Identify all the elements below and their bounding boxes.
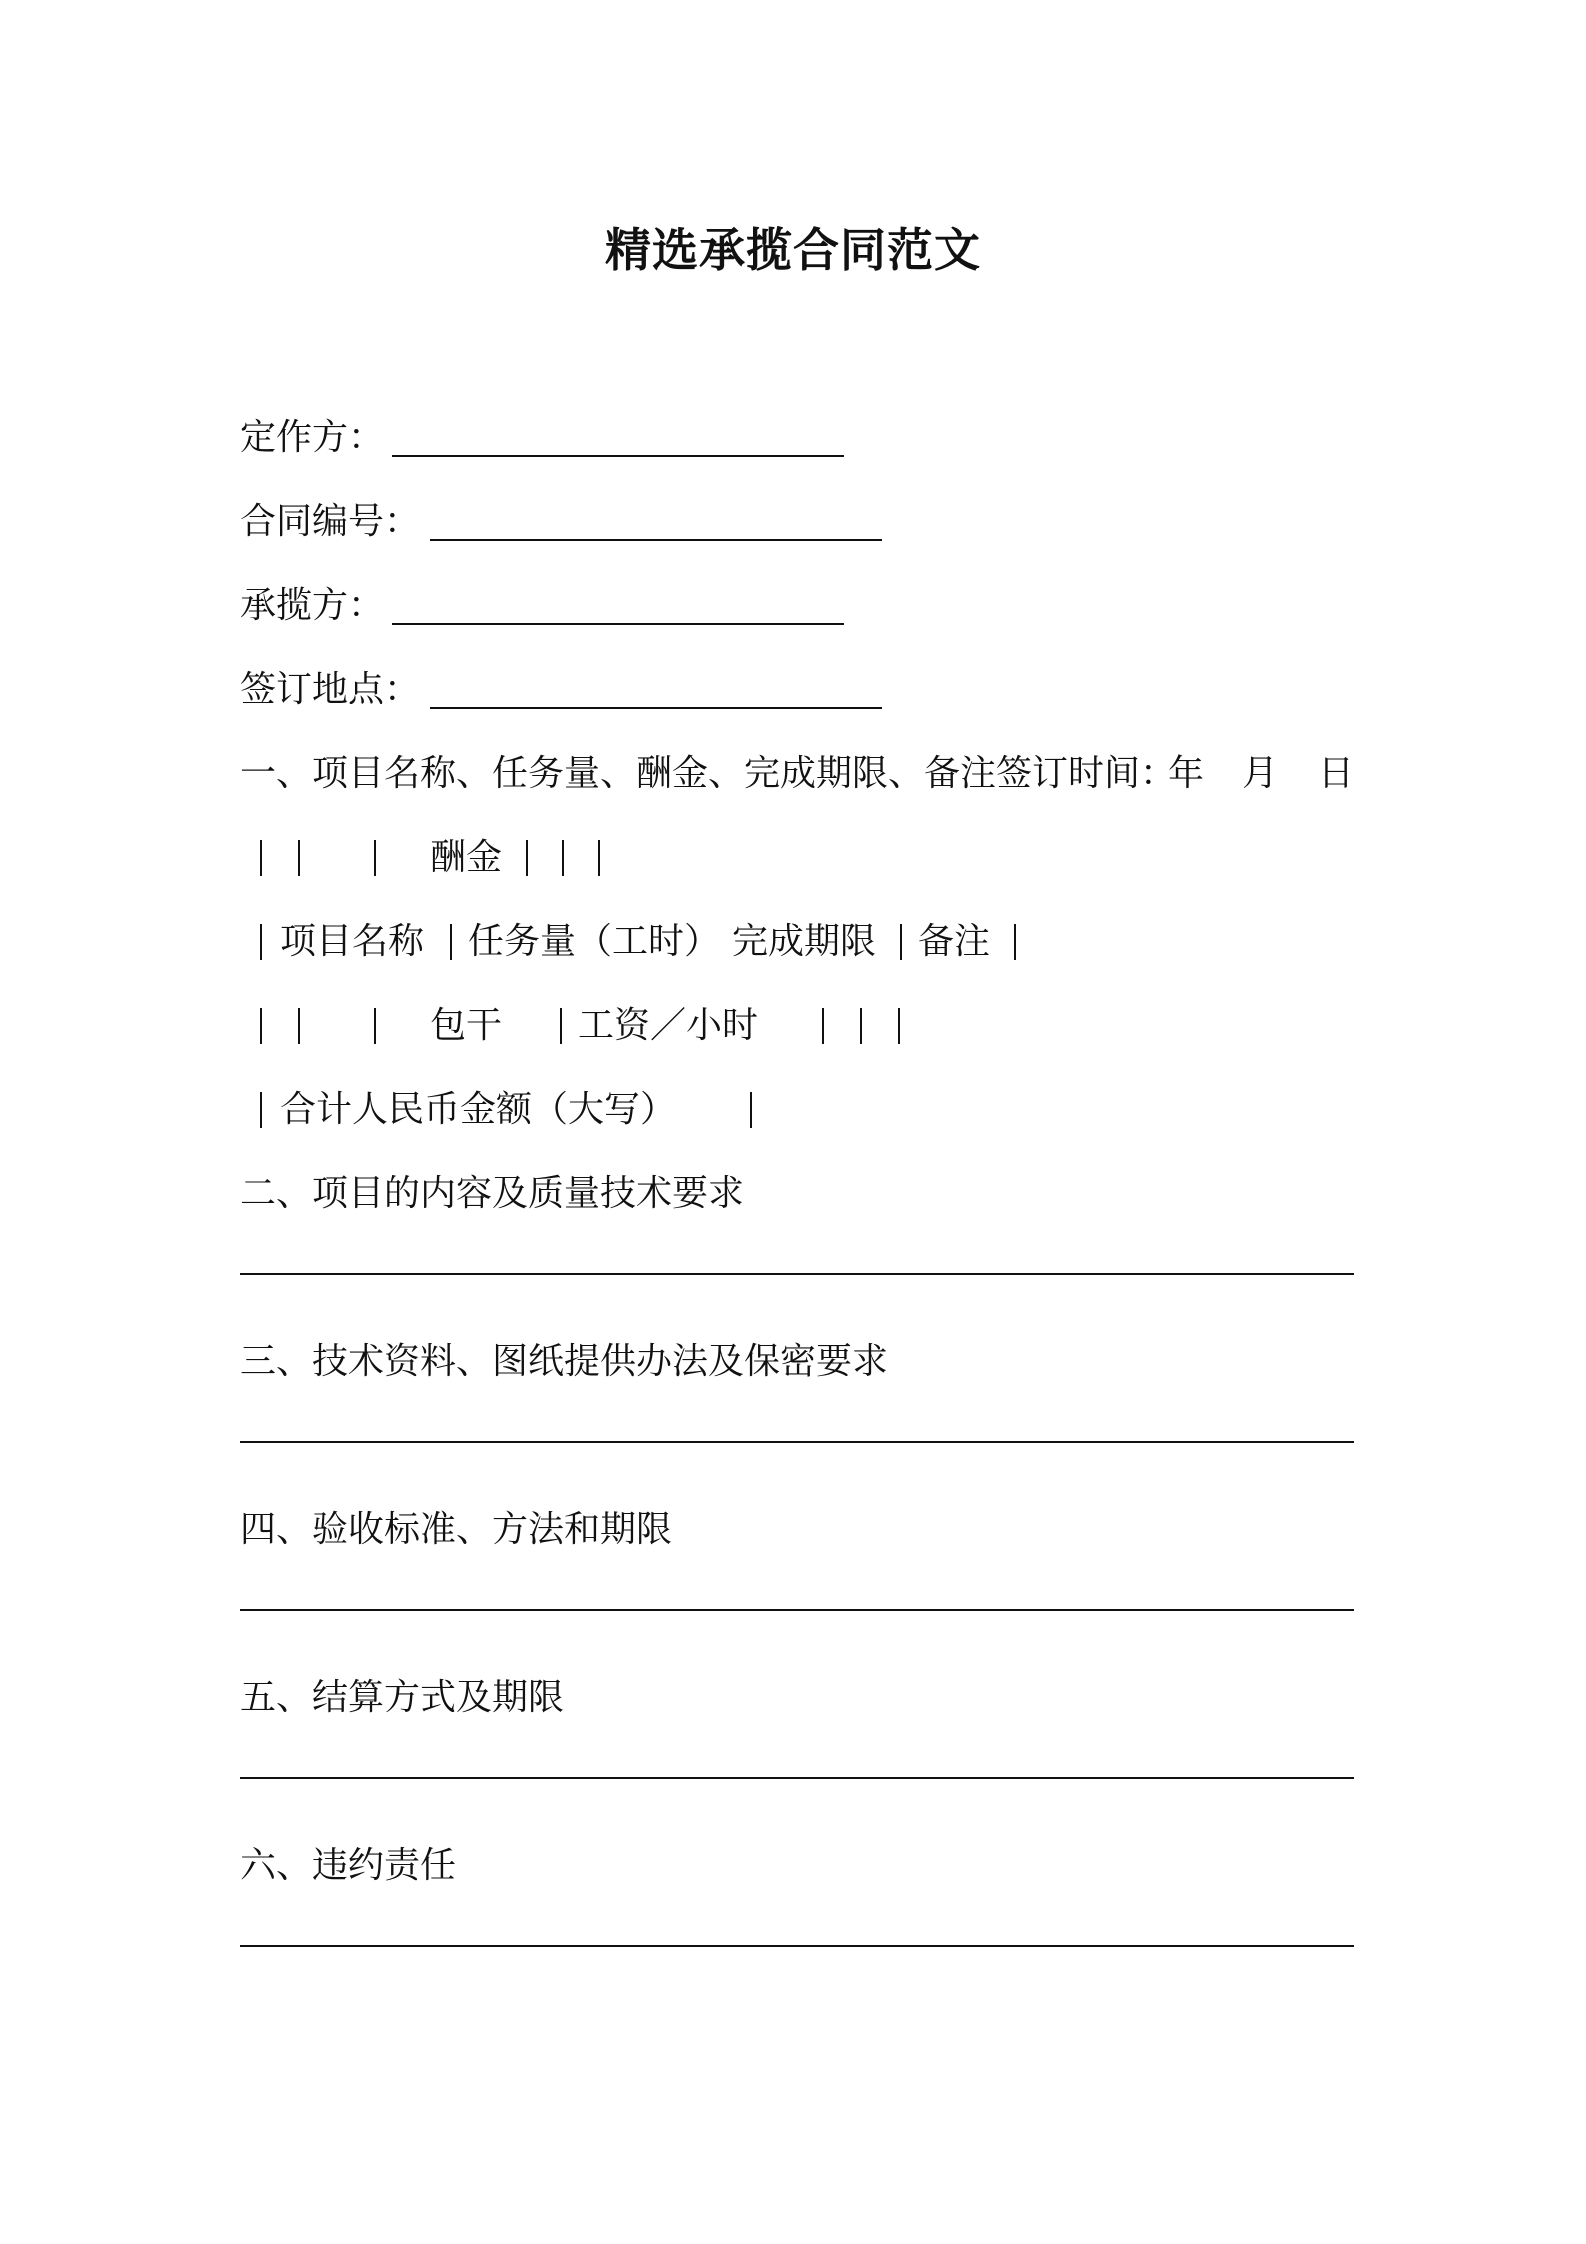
table-divider <box>750 1092 752 1128</box>
section-3-heading: 三、技术资料、图纸提供办法及保密要求 <box>240 1341 889 1382</box>
field-label-orderer: 定作方： <box>240 417 385 458</box>
section-5-heading: 五、结算方式及期限 <box>240 1677 565 1718</box>
document-title: 精选承揽合同范文 <box>605 223 981 277</box>
table-cell-hourly-wage: 工资／小时 <box>578 1005 759 1046</box>
table-divider <box>526 840 528 876</box>
section-3-writing-line[interactable] <box>240 1441 1354 1443</box>
section-4-heading: 四、验收标准、方法和期限 <box>240 1509 673 1550</box>
table-divider <box>1014 924 1016 960</box>
section-2-writing-line[interactable] <box>240 1273 1354 1275</box>
table-cell-total-amount: 合计人民币金额（大写） <box>280 1089 677 1130</box>
table-divider <box>598 840 600 876</box>
section-6-writing-line[interactable] <box>240 1945 1354 1947</box>
date-day: 日 <box>1318 753 1355 794</box>
table-cell-note: 备注 <box>918 921 991 962</box>
table-divider <box>562 840 564 876</box>
field-label-signing-place: 签订地点： <box>240 669 421 710</box>
section-1-heading: 一、项目名称、任务量、酬金、完成期限、备注签订时间： <box>240 753 1177 794</box>
table-divider <box>260 924 262 960</box>
table-divider <box>298 840 300 876</box>
field-contractor-blank[interactable] <box>392 623 844 625</box>
table-divider <box>560 1008 562 1044</box>
table-divider <box>860 1008 862 1044</box>
table-divider <box>260 840 262 876</box>
section-5-writing-line[interactable] <box>240 1777 1354 1779</box>
table-cell-pay: 酬金 <box>430 837 503 878</box>
table-divider <box>260 1092 262 1128</box>
section-4-writing-line[interactable] <box>240 1609 1354 1611</box>
table-cell-project-name: 项目名称 <box>280 921 425 962</box>
section-6-heading: 六、违约责任 <box>240 1845 457 1886</box>
table-cell-task-amount: 任务量（工时） <box>468 921 721 962</box>
date-month: 月 <box>1242 753 1279 794</box>
table-divider <box>898 1008 900 1044</box>
date-year: 年 <box>1168 753 1205 794</box>
table-divider <box>298 1008 300 1044</box>
table-cell-lump-sum: 包干 <box>430 1005 503 1046</box>
field-contract-number-blank[interactable] <box>430 539 882 541</box>
section-2-heading: 二、项目的内容及质量技术要求 <box>240 1173 745 1214</box>
table-divider <box>374 840 376 876</box>
table-divider <box>900 924 902 960</box>
field-orderer-blank[interactable] <box>392 455 844 457</box>
table-divider <box>450 924 452 960</box>
table-divider <box>374 1008 376 1044</box>
table-divider <box>260 1008 262 1044</box>
table-cell-deadline: 完成期限 <box>732 921 877 962</box>
field-label-contract-number: 合同编号： <box>240 501 421 542</box>
field-signing-place-blank[interactable] <box>430 707 882 709</box>
field-label-contractor: 承揽方： <box>240 585 385 626</box>
table-divider <box>822 1008 824 1044</box>
